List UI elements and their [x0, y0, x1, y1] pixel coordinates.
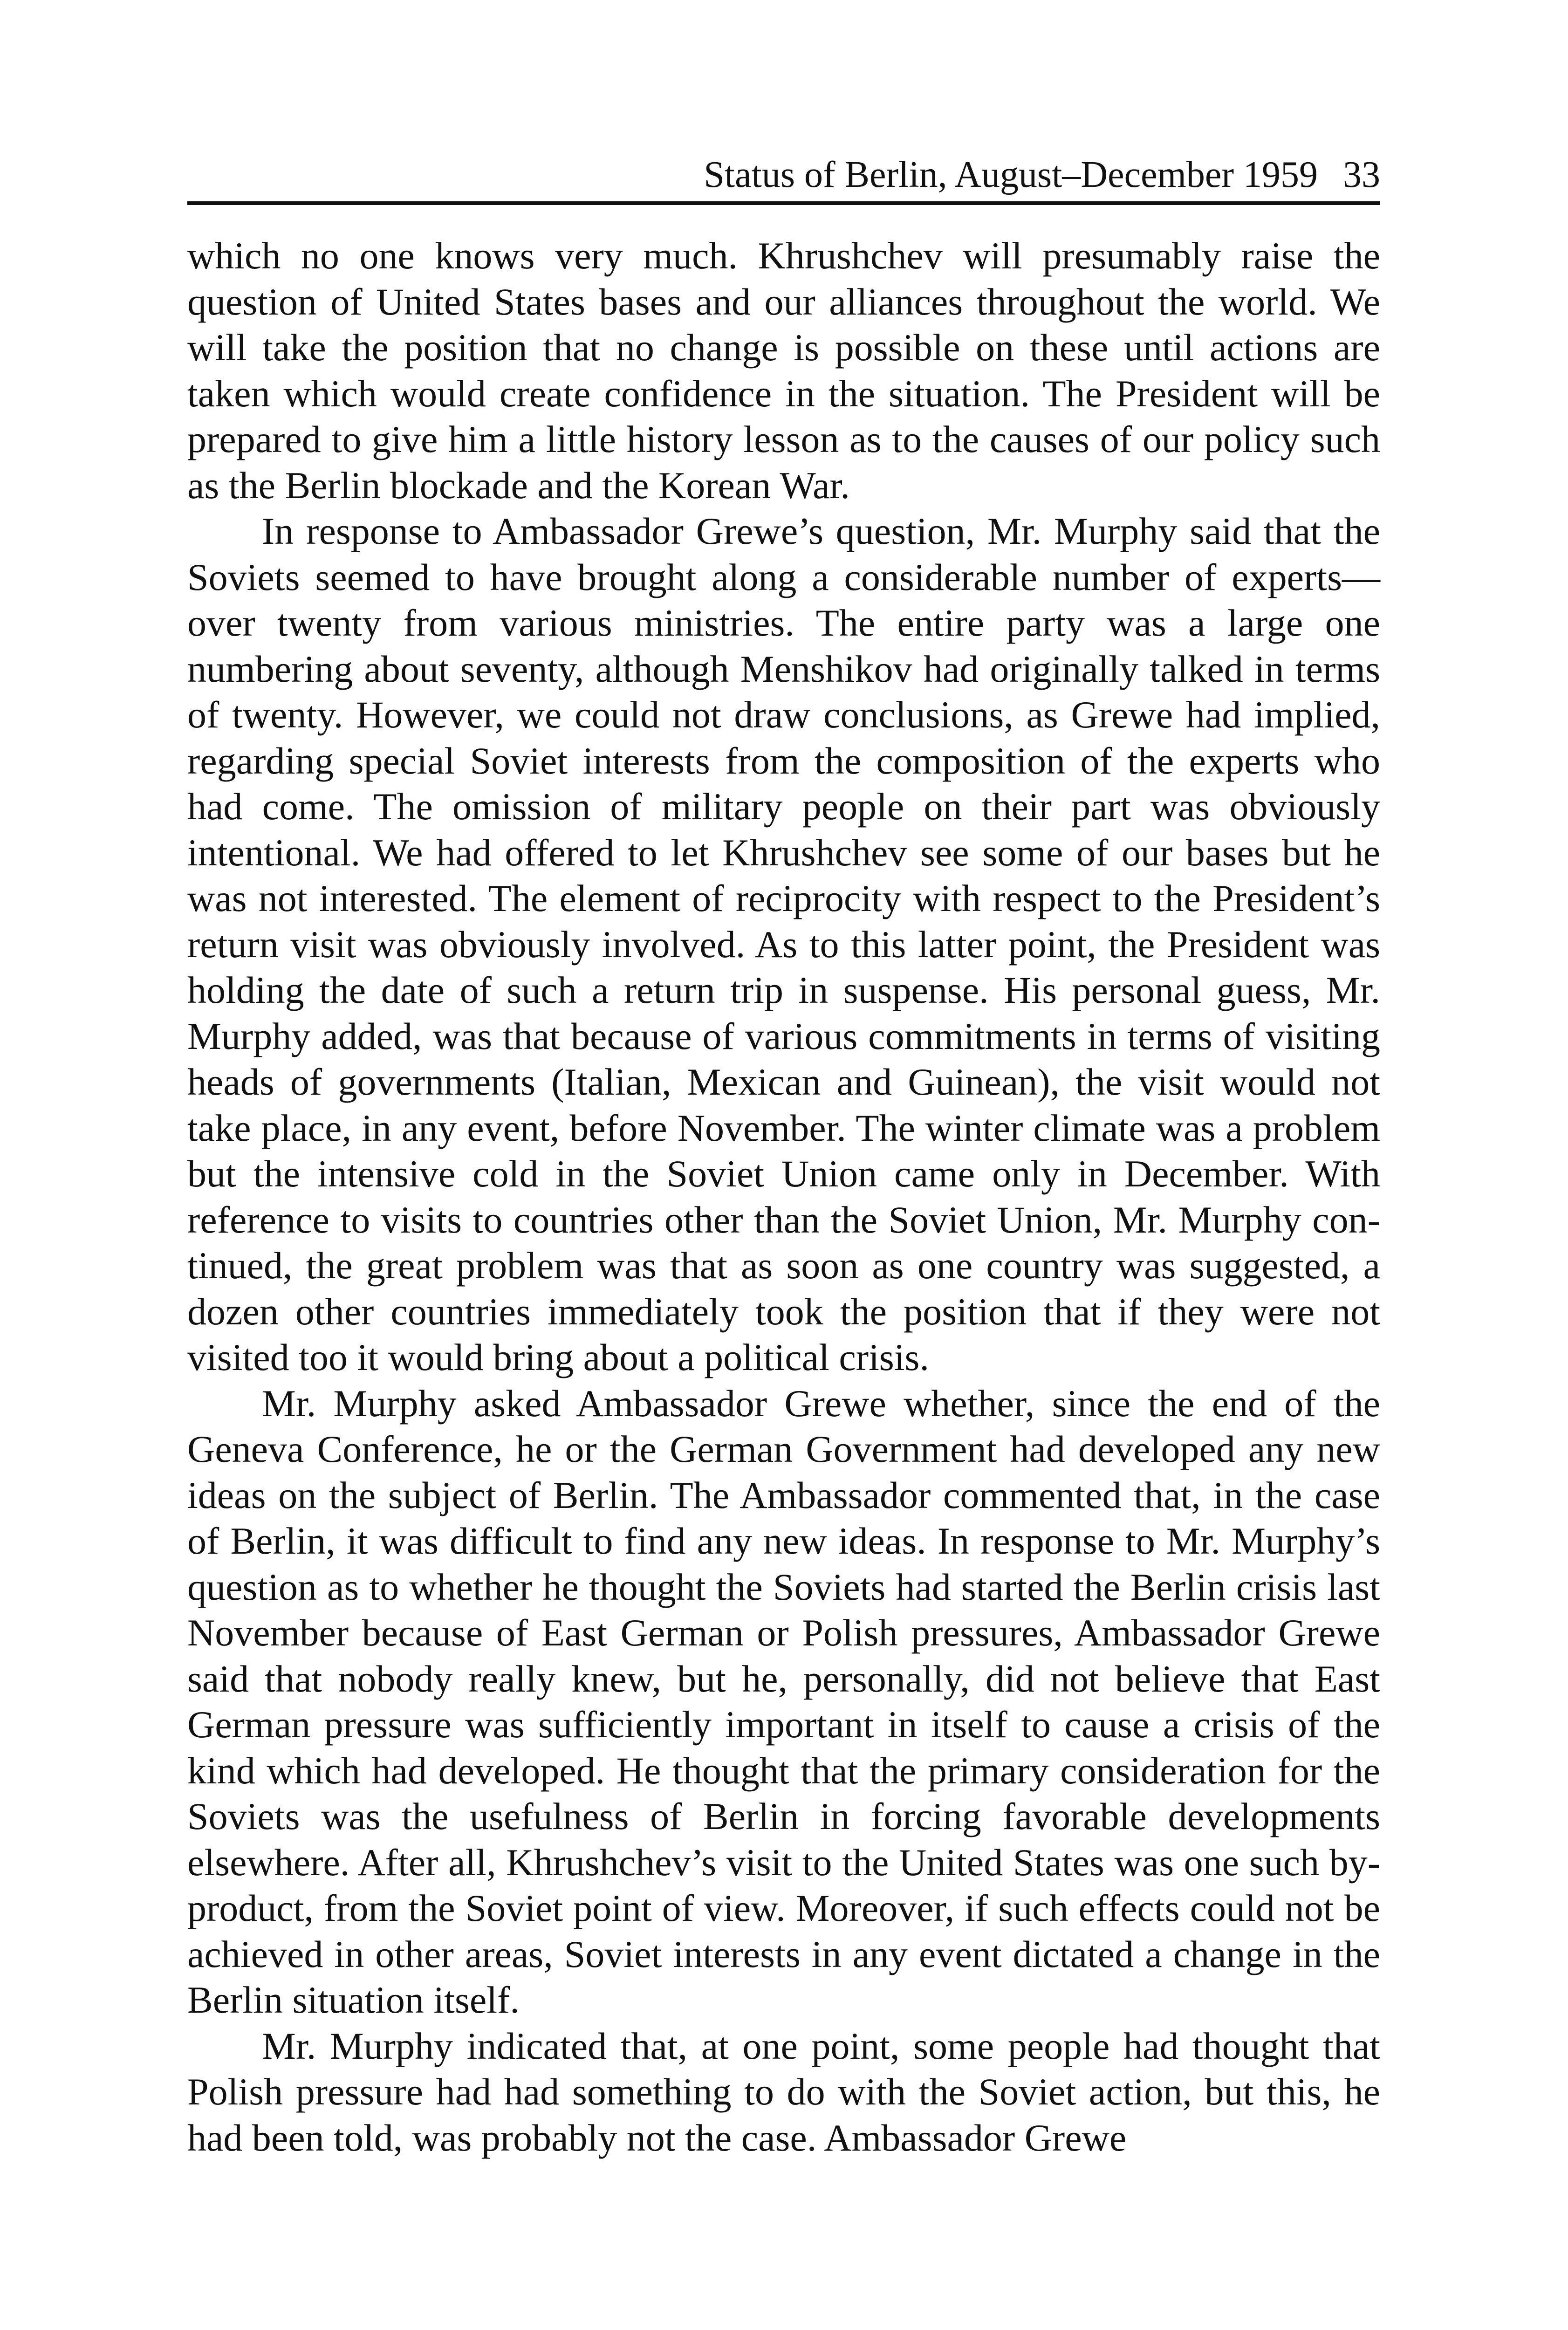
header-rule — [187, 201, 1380, 205]
paragraph: In response to Ambassador Grewe’s question, Mr. Murphy said that the Soviets seemed to have brought along a considerable number of experts—over twenty from various ministries. The entire party was a large one numbering about seventy, although Menshikov had originally talked in terms of twenty. However, we could not draw conclusions, as Grewe had implied, regarding special Soviet interests from the composition of the experts who had come. The omission of military people on their part was obviously intentional. We had offered to let Khrushchev see some of our bases but he was not interested. The element of reciprocity with respect to the President’s return visit was obviously involved. As to this latter point, the President was holding the date of such a return trip in suspense. His personal guess, Mr. Murphy added, was that because of various commitments in terms of visiting heads of governments (Italian, Mexican and Guinean), the visit would not take place, in any event, before November. The winter climate was a problem but the intensive cold in the Soviet Union came only in December. With reference to visits to countries other than the Soviet Union, Mr. Murphy continued, the great problem was that as soon as one country was suggested, a dozen other countries immediately took the position that if they were not visited too it would bring about a political crisis. — [187, 510, 1380, 1378]
page-number: 33 — [1343, 154, 1380, 195]
page-header — [187, 149, 1380, 205]
paragraph: Mr. Murphy indicated that, at one point, some people had thought that Polish pressure had had something to do with the Soviet action, but this, he had been told, was probably not the case. Ambassador Grewe — [187, 2024, 1380, 2159]
body-text — [187, 233, 1380, 2161]
running-head — [704, 149, 1380, 200]
paragraph: Mr. Murphy asked Ambassador Grewe whether, since the end of the Geneva Conference, he or the German Government had developed any new ideas on the subject of Berlin. The Ambassador commented that, in the case of Berlin, it was difficult to find any new ideas. In response to Mr. Murphy’s question as to whether he thought the Soviets had started the Berlin crisis last November because of East German or Polish pressures, Ambassador Grewe said that nobody really knew, but he, personally, did not believe that East German pressure was sufficiently important in itself to cause a crisis of the kind which had developed. He thought that the primary consideration for the Soviets was the usefulness of Berlin in forcing favorable developments elsewhere. After all, Khrushchev’s visit to the United States was one such by-product, from the Soviet point of view. Moreover, if such effects could not be achieved in other areas, Soviet interests in any event dictated a change in the Berlin situation itself. — [187, 1382, 1380, 2021]
paragraph-continued: which no one knows very much. Khrushchev will presumably raise the question of United States bases and our alliances throughout the world. We will take the position that no change is possible on these until actions are taken which would create confidence in the situation. The President will be prepared to give him a little history lesson as to the causes of our policy such as the Berlin blockade and the Korean War. — [187, 234, 1380, 507]
running-title: Status of Berlin, August–December 1959 — [704, 154, 1318, 195]
